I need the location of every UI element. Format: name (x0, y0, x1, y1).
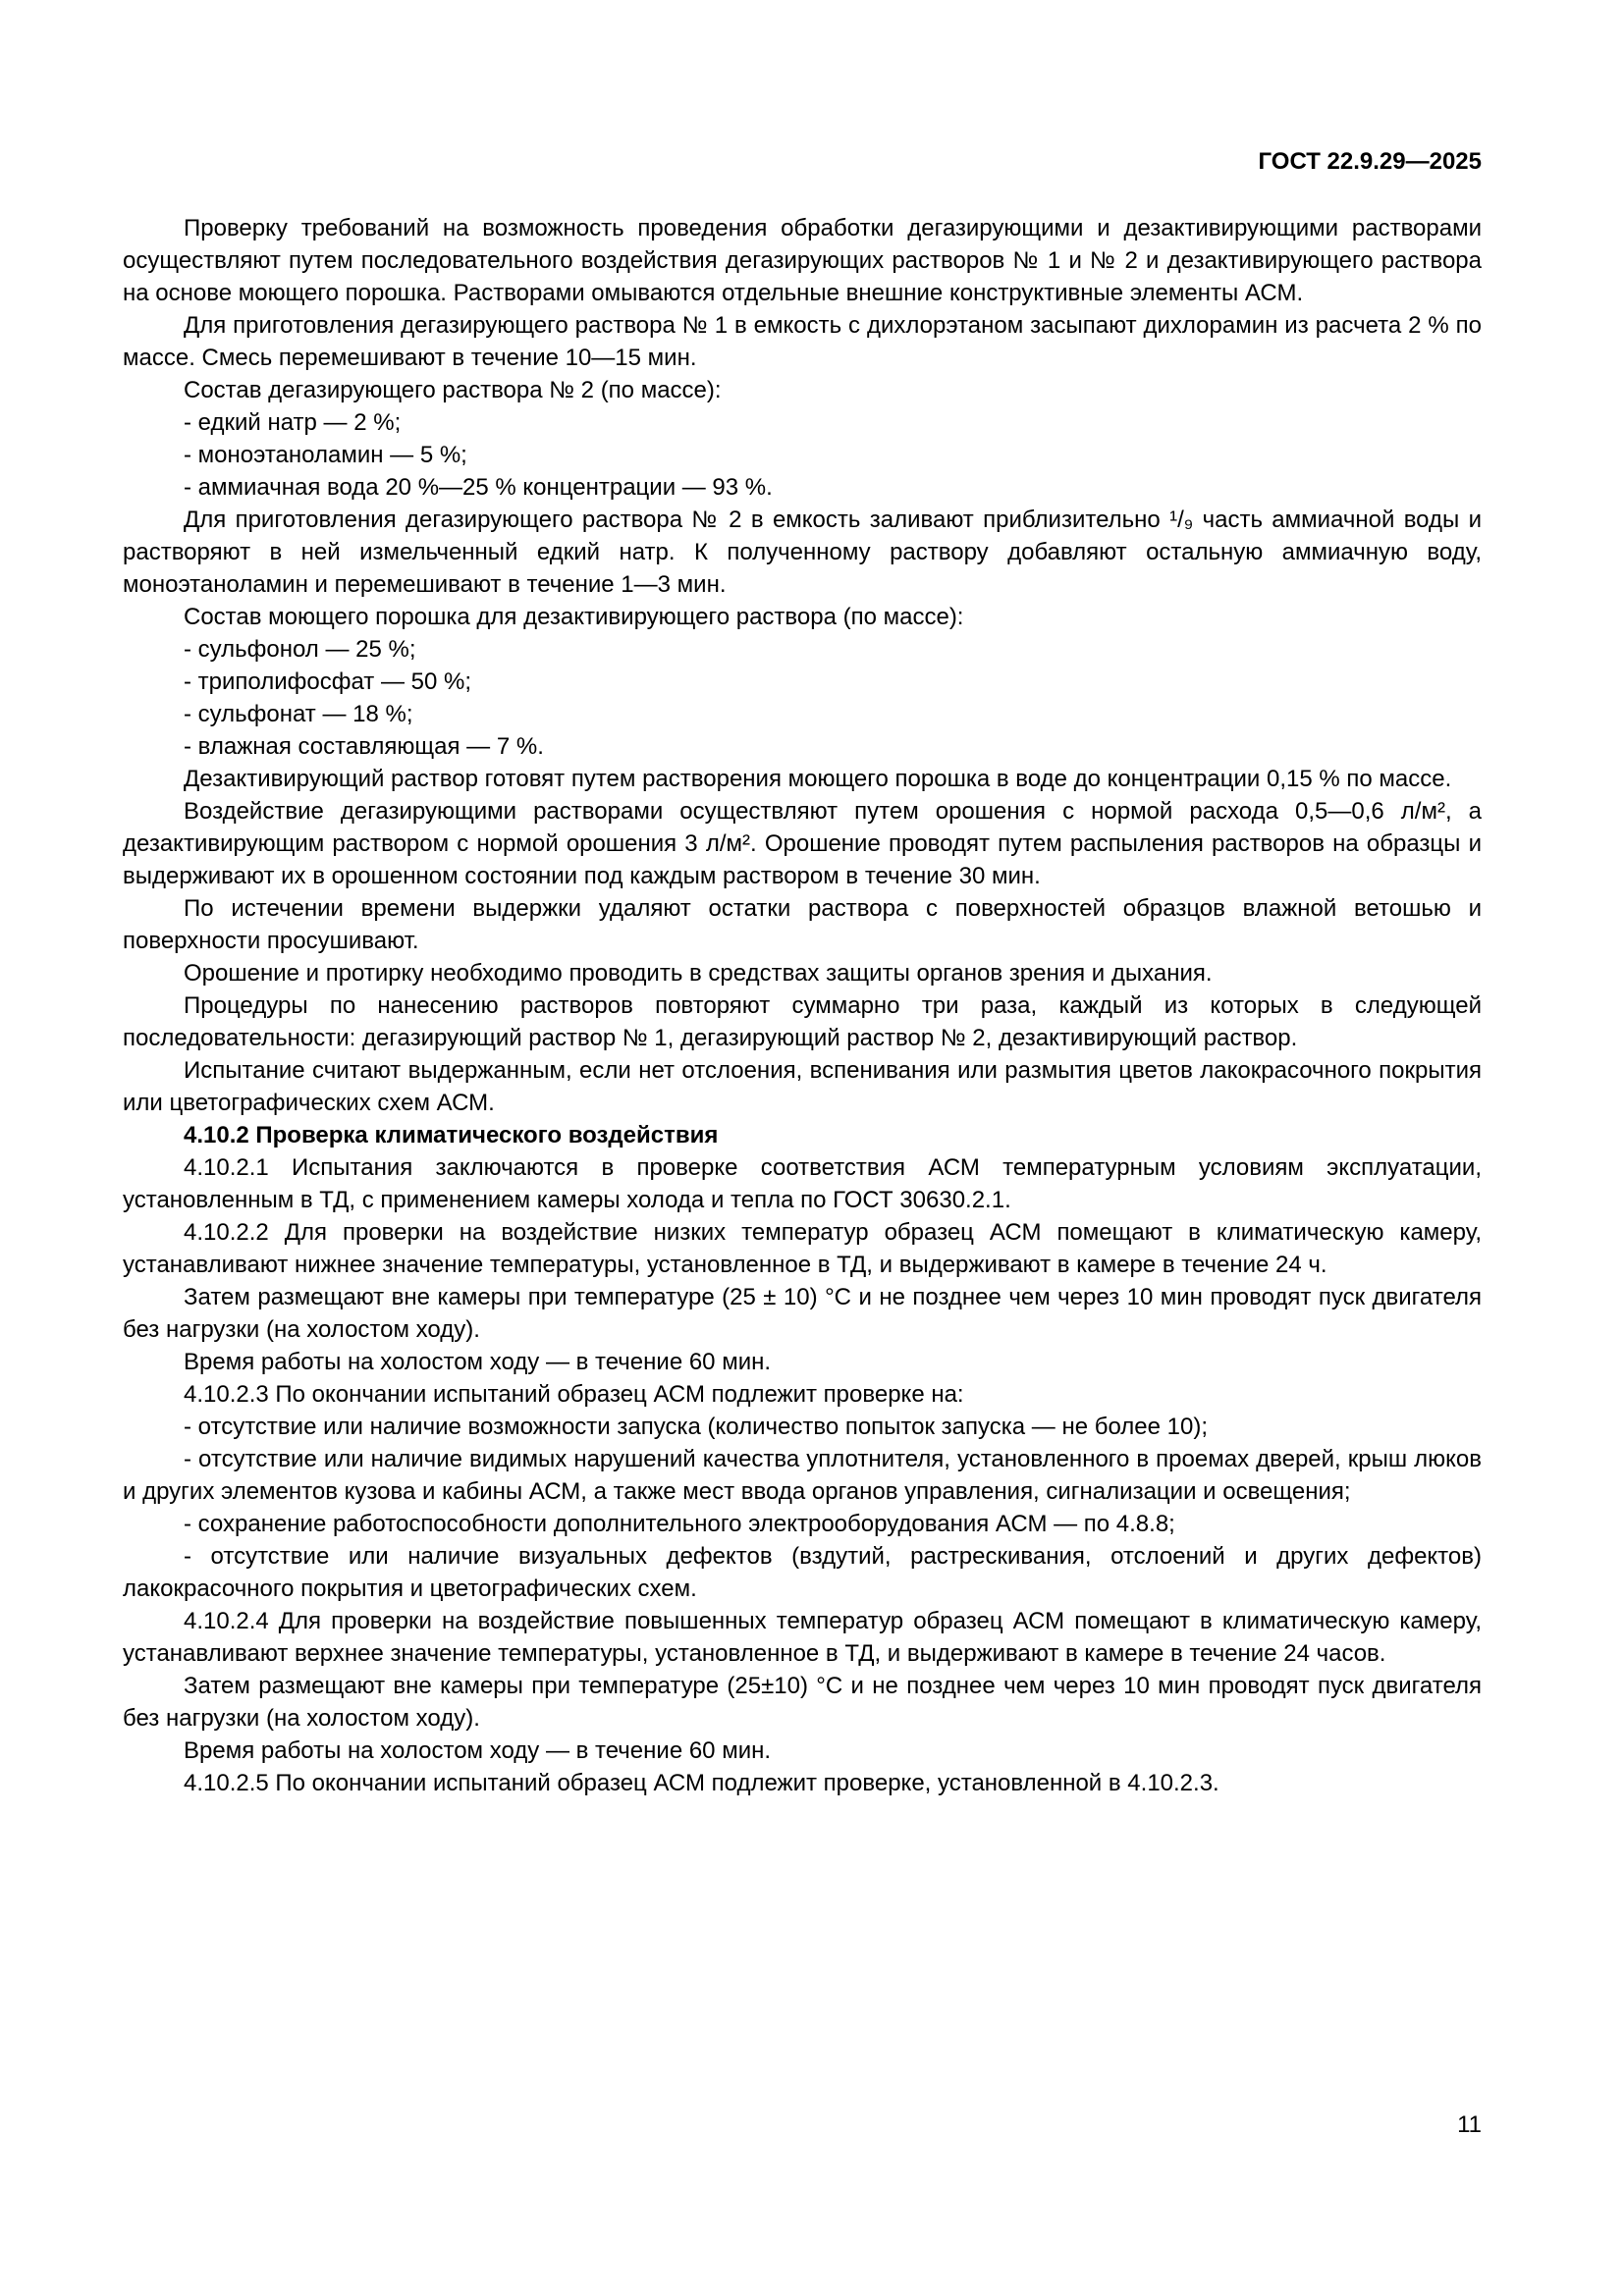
section-heading: 4.10.2 Проверка климатического воздействия (184, 1122, 719, 1148)
paragraph: Затем размещают вне камеры при температуре (25±10) °С и не позднее чем через 10 мин проводят пуск двигателя без нагрузки (на холостом ходу). (123, 1673, 1482, 1732)
list-item: - сульфонат — 18 %; (184, 701, 413, 727)
list-item: - аммиачная вода 20 %—25 % концентрации — 93 %. (184, 474, 773, 501)
list-item: - отсутствие или наличие возможности запуска (количество попыток запуска — не более 10); (184, 1414, 1209, 1440)
paragraph: Испытание считают выдержанным, если нет отслоения, вспенивания или размытия цветов лакокрасочного покрытия или цветографических схем АСМ. (123, 1057, 1482, 1116)
paragraph: Время работы на холостом ходу — в течение 60 мин. (184, 1737, 772, 1764)
list-item: - отсутствие или наличие визуальных дефектов (вздутий, растрескивания, отслоений и других дефектов) лакокрасочного покрытия и цветографических схем. (123, 1543, 1482, 1602)
list-item: - влажная составляющая — 7 %. (184, 733, 544, 760)
paragraph: Для приготовления дегазирующего раствора № 1 в емкость с дихлорэтаном засыпают дихлорамин из расчета 2 % по массе. Смесь перемешивают в течение 10—15 мин. (123, 312, 1482, 371)
paragraph: Дезактивирующий раствор готовят путем растворения моющего порошка в воде до концентрации 0,15 % по массе. (184, 766, 1452, 792)
paragraph: Время работы на холостом ходу — в течение 60 мин. (184, 1349, 772, 1375)
paragraph: 4.10.2.5 По окончании испытаний образец АСМ подлежит проверке, установленной в 4.10.2.3. (184, 1770, 1219, 1796)
paragraph: Проверку требований на возможность проведения обработки дегазирующими и дезактивирующими растворами осуществляют путем последовательного воздействия дегазирующих растворов № 1 и № 2 и дезактивирующего раствора на основе моющего порошка. Растворами омываются отдельные внешние конструктивные элементы АСМ. (123, 215, 1482, 306)
list-item: - отсутствие или наличие видимых нарушений качества уплотнителя, установленного в проемах дверей, крыш люков и других элементов кузова и кабины АСМ, а также мест ввода органов управления, сигнализации и освещения; (123, 1446, 1482, 1505)
paragraph: Процедуры по нанесению растворов повторяют суммарно три раза, каждый из которых в следующей последовательности: дегазирующий раствор № 1, дегазирующий раствор № 2, дезактивирующий раствор. (123, 992, 1482, 1051)
paragraph: Воздействие дегазирующими растворами осуществляют путем орошения с нормой расхода 0,5—0,6 л/м², а дезактивирующим раствором с нормой орошения 3 л/м². Орошение проводят путем распыления растворов на образцы и выдерживают их в орошенном состоянии под каждым раствором в течение 30 мин. (123, 798, 1482, 889)
document-body (123, 212, 1482, 1799)
document-code-header: ГОСТ 22.9.29—2025 (1258, 148, 1482, 175)
paragraph: 4.10.2.3 По окончании испытаний образец АСМ подлежит проверке на: (184, 1381, 964, 1408)
list-item: - моноэтаноламин — 5 %; (184, 442, 467, 468)
list-item: - сульфонол — 25 %; (184, 636, 416, 663)
paragraph: Для приготовления дегазирующего раствора № 2 в емкость заливают приблизительно ¹/₉ часть аммиачной воды и растворяют в ней измельченный едкий натр. К полученному раствору добавляют остальную аммиачную воду, моноэтаноламин и перемешивают в течение 1—3 мин. (123, 507, 1482, 598)
paragraph: 4.10.2.2 Для проверки на воздействие низких температур образец АСМ помещают в климатическую камеру, устанавливают нижнее значение температуры, установленное в ТД, и выдерживают в камере в течение 24 ч. (123, 1219, 1482, 1278)
paragraph: По истечении времени выдержки удаляют остатки раствора с поверхностей образцов влажной ветошью и поверхности просушивают. (123, 895, 1482, 954)
list-item: - триполифосфат — 50 %; (184, 668, 471, 695)
paragraph: Состав дегазирующего раствора № 2 (по массе): (184, 377, 722, 403)
page-number: 11 (1457, 2111, 1482, 2138)
list-item: - едкий натр — 2 %; (184, 409, 402, 436)
list-item: - сохранение работоспособности дополнительного электрооборудования АСМ — по 4.8.8; (184, 1511, 1175, 1537)
paragraph: Состав моющего порошка для дезактивирующего раствора (по массе): (184, 604, 964, 630)
paragraph: Затем размещают вне камеры при температуре (25 ± 10) °С и не позднее чем через 10 мин проводят пуск двигателя без нагрузки (на холостом ходу). (123, 1284, 1482, 1343)
paragraph: 4.10.2.1 Испытания заключаются в проверке соответствия АСМ температурным условиям эксплуатации, установленным в ТД, с применением камеры холода и тепла по ГОСТ 30630.2.1. (123, 1154, 1482, 1213)
paragraph: 4.10.2.4 Для проверки на воздействие повышенных температур образец АСМ помещают в климатическую камеру, устанавливают верхнее значение температуры, установленное в ТД, и выдерживают в камере в течение 24 часов. (123, 1608, 1482, 1667)
paragraph: Орошение и протирку необходимо проводить в средствах защиты органов зрения и дыхания. (184, 960, 1213, 987)
